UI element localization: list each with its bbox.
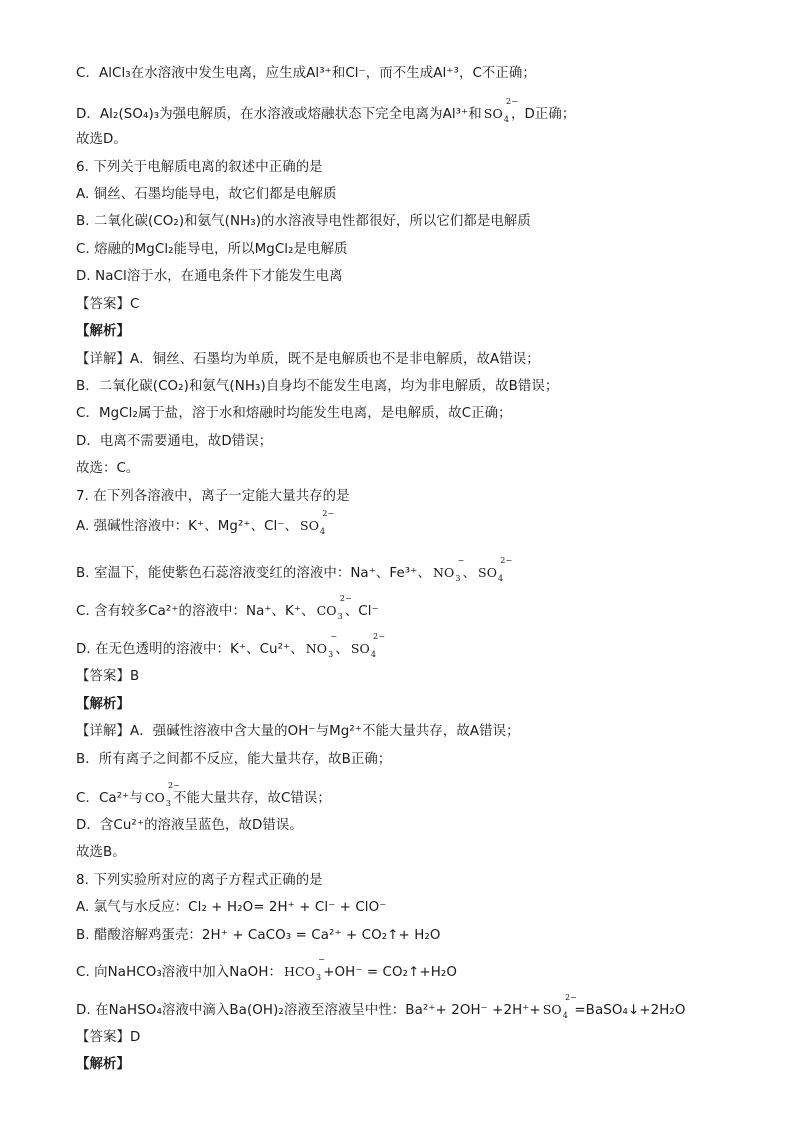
text-line (76, 487, 350, 507)
ion-subscript: 3 (337, 612, 343, 621)
ion-charge: 2− (373, 632, 386, 641)
text-run: C．MgCl₂属于盐，溶于水和熔融时均能发生电离，是电解质，故C正确； (76, 406, 512, 421)
ion-charge: 2− (322, 509, 335, 518)
text-run: 、 (335, 642, 349, 657)
ion-charge: − (330, 632, 338, 641)
text-line (76, 926, 441, 946)
ion-charge: 2− (500, 556, 513, 565)
text-line (76, 377, 558, 397)
text-line (76, 404, 512, 424)
text-run: A. 氯气与水反应：Cl₂ + H₂O= 2H⁺ + Cl⁻ + ClO⁻ (76, 900, 387, 915)
ion-base: SO (350, 641, 370, 656)
text-line (76, 350, 540, 370)
text-run: B．所有离子之间都不反应，能大量共存，故B正确； (76, 752, 392, 767)
ion-charge: 2− (339, 594, 352, 603)
ion-formula (483, 97, 519, 126)
text-run: 【解析】 (76, 324, 130, 339)
text-line (76, 1055, 130, 1075)
text-line (76, 64, 536, 84)
text-line (76, 993, 686, 1022)
text-line (76, 459, 139, 479)
text-line (76, 212, 531, 232)
text-run: =BaSO₄↓+2H₂O (569, 1003, 686, 1018)
ion-formula (144, 781, 181, 810)
text-run: +OH⁻ = CO₂↑+H₂O (323, 965, 458, 980)
text-run: A. 铜丝、石墨均能导电，故它们都是电解质 (76, 187, 337, 202)
text-run: 、Cl⁻ (344, 604, 379, 619)
text-run: D．电离不需要通电，故D错误； (76, 434, 273, 449)
ion-subscript: 4 (320, 527, 326, 536)
ion-subscript: 4 (562, 1011, 568, 1020)
ion-subscript: 4 (370, 650, 377, 659)
ion-base: HCO (283, 964, 315, 979)
text-line (76, 843, 126, 863)
ion-base: NO (305, 641, 328, 656)
text-run: 故选D。 (76, 132, 127, 147)
ion-subscript: 3 (455, 574, 461, 583)
ion-base: SO (300, 518, 320, 533)
ion-formula (300, 509, 335, 538)
ion-base: SO (483, 106, 503, 121)
text-run: B．二氧化碳(CO₂)和氨气(NH₃)自身均不能发生电离，均为非电解质，故B错误； (76, 379, 559, 394)
ion-subscript: 3 (316, 973, 322, 982)
ion-base: SO (478, 565, 498, 580)
ion-formula (478, 556, 513, 585)
text-line (76, 322, 130, 342)
ion-charge: 2− (564, 993, 577, 1002)
text-run: 【答案】C (76, 297, 140, 312)
text-run: B. 醋酸溶解鸡蛋壳：2H⁺ + CaCO₃ = Ca²⁺ + CO₂↑+ H₂O (76, 928, 441, 943)
text-line (76, 432, 272, 452)
text-line (76, 509, 335, 538)
text-line (76, 816, 303, 836)
text-run: D．Al₂(SO₄)₃为强电解质，在水溶液或熔融状态下完全电离为Al³⁺和 (76, 107, 482, 122)
text-run: B. 二氧化碳(CO₂)和氨气(NH₃)的水溶液导电性都很好，所以它们都是电解质 (76, 214, 531, 229)
text-line (76, 267, 343, 287)
text-run: 8. 下列实验所对应的离子方程式正确的是 (76, 873, 323, 888)
text-run: B. 室温下，能使紫色石蕊溶液变红的溶液中：Na⁺、Fe³⁺、 (76, 566, 431, 581)
text-line (76, 898, 386, 918)
text-run: 【详解】A．铜丝、石墨均为单质，既不是电解质也不是非电解质，故A错误； (76, 352, 540, 367)
ion-formula (350, 632, 386, 661)
ion-subscript: 3 (165, 799, 172, 808)
text-line (76, 955, 458, 984)
text-line (76, 1028, 140, 1048)
text-line (76, 295, 139, 315)
ion-charge: − (457, 556, 465, 565)
text-line (76, 667, 139, 687)
ion-formula (305, 632, 338, 661)
ion-formula (542, 993, 577, 1022)
text-run: 故选：C。 (76, 461, 140, 476)
text-line (76, 185, 337, 205)
ion-base: NO (432, 565, 455, 580)
text-run: D. 在NaHSO₄溶液中滴入Ba(OH)₂溶液至溶液呈中性：Ba²⁺+ 2OH⁻ +2H⁺+ (76, 1003, 541, 1018)
text-run: C. 熔融的MgCl₂能导电，所以MgCl₂是电解质 (76, 242, 348, 257)
text-line (76, 158, 323, 178)
text-line (76, 240, 348, 260)
ion-charge: 2− (168, 781, 181, 790)
ion-subscript: 4 (498, 574, 504, 583)
text-run: 【答案】B (76, 669, 140, 684)
text-line (76, 750, 391, 770)
ion-formula (432, 556, 465, 585)
ion-formula (283, 955, 326, 984)
text-run: ，D正确； (511, 107, 576, 122)
ion-base: SO (542, 1002, 562, 1017)
text-line (76, 97, 576, 126)
text-run: D. 在无色透明的溶液中：K⁺、Cu²⁺、 (76, 642, 304, 657)
text-run: D．含Cu²⁺的溶液呈蓝色，故D错误。 (76, 818, 303, 833)
text-line (76, 695, 130, 715)
text-run: 不能大量共存，故C错误； (173, 791, 331, 806)
text-run: C. 向NaHCO₃溶液中加入NaOH： (76, 965, 282, 980)
text-run: A. 强碱性溶液中：K⁺、Mg²⁺、Cl⁻、 (76, 519, 299, 534)
text-line (76, 594, 379, 623)
text-line (76, 722, 520, 742)
text-line (76, 871, 323, 891)
ion-charge: 2− (506, 97, 519, 106)
text-run: 【详解】A．强碱性溶液中含大量的OH⁻与Mg²⁺不能大量共存，故A错误； (76, 724, 520, 739)
ion-subscript: 4 (503, 115, 510, 124)
text-run: 故选B。 (76, 845, 126, 860)
text-run: C. 含有较多Ca²⁺的溶液中：Na⁺、K⁺、 (76, 604, 315, 619)
ion-charge: − (318, 955, 326, 964)
ion-formula (316, 594, 352, 623)
text-line (76, 632, 386, 661)
text-run: 7. 在下列各溶液中，离子一定能大量共存的是 (76, 489, 350, 504)
text-line (76, 781, 331, 810)
text-run: C．AlCl₃在水溶液中发生电离，应生成Al³⁺和Cl⁻，而不生成Al⁺³，C不正确； (76, 66, 536, 81)
text-run: 【解析】 (76, 697, 130, 712)
text-line (76, 556, 513, 585)
ion-base: CO (316, 603, 337, 618)
text-line (76, 130, 127, 150)
text-run: 【答案】D (76, 1030, 141, 1045)
ion-base: CO (144, 790, 165, 805)
text-run: 【解析】 (76, 1057, 130, 1072)
text-run: 、 (462, 566, 477, 581)
text-run: D. NaCl溶于水，在通电条件下才能发生电离 (76, 269, 343, 284)
ion-subscript: 3 (328, 650, 334, 659)
text-run: C．Ca²⁺与 (76, 791, 143, 806)
text-run: 6. 下列关于电解质电离的叙述中正确的是 (76, 160, 323, 175)
